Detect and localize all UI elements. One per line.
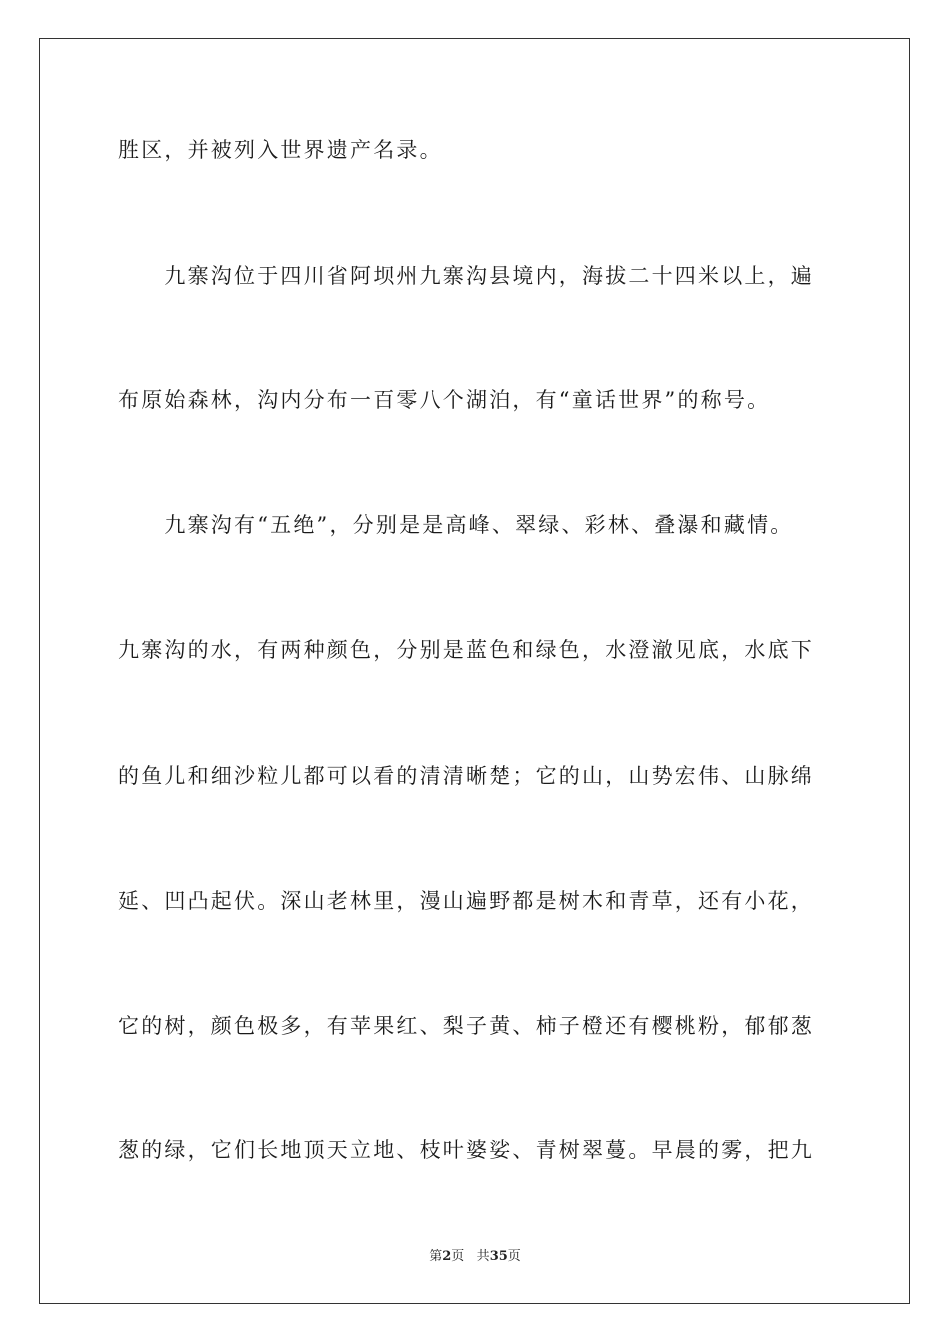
text-line: 布原始森林，沟内分布一百零八个湖泊，有“童话世界”的称号。 — [118, 388, 771, 412]
page-footer — [0, 1248, 950, 1266]
page-suffix: 页 — [451, 1249, 465, 1264]
total-pages: 35 — [489, 1249, 508, 1264]
text-line: 九寨沟的水，有两种颜色，分别是蓝色和绿色，水澄澈见底，水底下 — [118, 638, 814, 662]
text-line: 九寨沟有“五绝”，分别是是高峰、翠绿、彩林、叠瀑和藏情。 — [118, 513, 794, 537]
page-number: 2 — [442, 1249, 452, 1264]
text-line: 它的树，颜色极多，有苹果红、梨子黄、柿子橙还有樱桃粉，郁郁葱 — [118, 1014, 814, 1038]
text-line: 的鱼儿和细沙粒儿都可以看的清清晰楚；它的山，山势宏伟、山脉绵 — [118, 764, 814, 788]
text-line: 九寨沟位于四川省阿坝州九寨沟县境内，海拔二十四米以上，遍 — [118, 264, 814, 288]
text-line: 胜区，并被列入世界遗产名录。 — [118, 138, 443, 162]
total-prefix: 共 — [476, 1249, 490, 1264]
total-suffix: 页 — [507, 1249, 521, 1264]
text-line: 葱的绿，它们长地顶天立地、枝叶婆娑、青树翠蔓。早晨的雾，把九 — [118, 1138, 814, 1162]
text-line: 延、凹凸起伏。深山老林里，漫山遍野都是树木和青草，还有小花， — [118, 889, 814, 913]
page-prefix: 第 — [429, 1249, 443, 1264]
page-border — [39, 38, 910, 1304]
